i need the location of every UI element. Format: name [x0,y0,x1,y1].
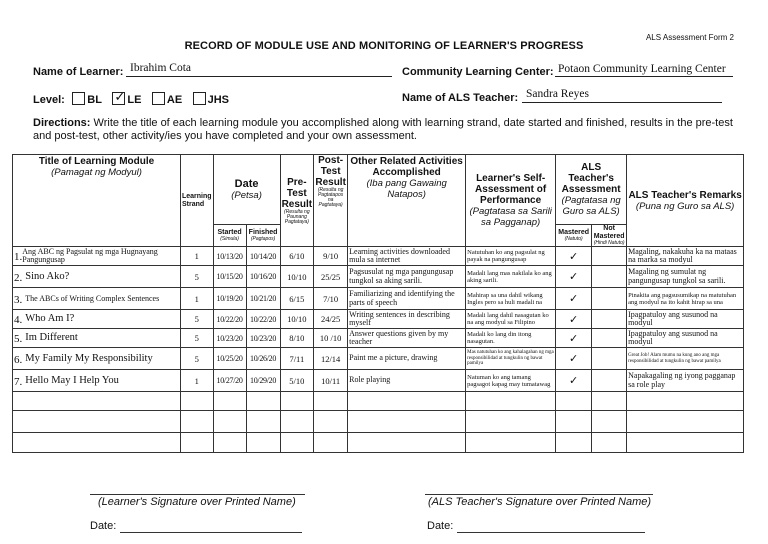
learner-date-label: Date: [90,520,117,532]
cell-strand[interactable] [181,392,214,411]
cell-title[interactable] [13,348,181,370]
level-option-le: LE [127,94,142,106]
module-progress-table [12,154,744,453]
score-value: 5 [194,271,199,282]
cell-remarks[interactable] [627,433,744,453]
cell-other[interactable] [348,266,466,288]
table-row [13,310,744,329]
header-started [213,225,246,247]
cell-other[interactable] [348,310,466,329]
header-other-label: Other Related Activities Accomplished [350,156,463,178]
checkbox-bl[interactable] [72,92,85,105]
cell-title[interactable] [13,411,181,433]
learner-signature-label: (Learner's Signature over Printed Name) [98,496,296,508]
activity-text: Pagsusulat ng mga pangungusap tungkol sa aking sarili. [349,267,454,285]
cell-pre[interactable] [280,247,314,266]
score-value: 10/10 [287,271,307,282]
cell-post[interactable] [314,348,348,370]
header-self-sub: (Pagtatasa sa Sarili sa Pagganap) [469,206,552,228]
cell-strand[interactable] [181,247,214,266]
teacher-signature-line[interactable] [425,494,653,495]
cell-mastered[interactable] [556,310,592,329]
cell-title[interactable] [13,310,181,329]
row-number: 4. [14,314,23,326]
teacher-signature-label: (ALS Teacher's Signature over Printed Name) [428,496,652,508]
score-value: 7/11 [289,353,305,364]
remarks-text: Magaling ng sumulat ng pangungusap tungkol sa sarili. [628,267,726,285]
cell-other[interactable] [348,433,466,453]
date-value: 10/22/20 [250,314,277,324]
cell-self[interactable] [466,370,556,392]
header-pre-sub: (Resulta ng Paunang Pagtataya) [284,208,310,225]
clc-value: Potaon Community Learning Center [558,63,726,75]
score-value: 5 [194,353,199,364]
date-value: 10/21/20 [250,294,277,303]
cell-mastered[interactable] [556,266,592,288]
date-value: 10/14/20 [250,251,277,261]
cell-self[interactable] [466,348,556,370]
cell-mastered[interactable] [556,247,592,266]
header-date [213,155,280,225]
cell-not-mastered[interactable] [592,433,627,453]
cell-post[interactable] [314,392,348,411]
header-not-mastered-sub: (Hindi Natuto) [593,240,625,246]
level-option-jhs: JHS [207,94,230,106]
table-row [13,392,744,411]
header-self [466,155,556,247]
cell-self[interactable] [466,329,556,348]
cell-finished[interactable] [246,348,280,370]
cell-other[interactable] [348,348,466,370]
cell-self[interactable] [466,310,556,329]
directions-label: Directions: [33,117,91,129]
teacher-date-field[interactable] [457,532,645,533]
header-title [13,155,181,247]
cell-post[interactable] [314,310,348,329]
date-value: 10/15/20 [216,272,243,281]
header-started-sub: (Simula) [220,236,239,242]
checkbox-jhs[interactable] [193,92,206,105]
cell-finished[interactable] [246,329,280,348]
score-value: 12/14 [320,353,341,364]
teacher-label: Name of ALS Teacher: [402,92,519,104]
module-title: Im Different [25,332,78,344]
date-value: 10/27/20 [216,376,243,385]
cell-not-mastered[interactable] [592,329,627,348]
score-value: 1 [194,375,199,386]
score-value: 5 [194,333,199,343]
cell-started[interactable] [213,392,246,411]
cell-title[interactable] [13,247,181,266]
cell-other[interactable] [348,288,466,310]
cell-self[interactable] [466,411,556,433]
cell-other[interactable] [348,247,466,266]
cell-title[interactable] [13,266,181,288]
module-title: My Family My Responsibility [25,352,153,364]
check-icon: ✓ [569,375,579,387]
cell-self[interactable] [466,433,556,453]
activity-text: Learning activities downloaded mula sa internet [349,246,450,264]
header-date-label: Date [234,178,259,190]
check-icon: ✓ [569,293,579,305]
cell-mastered[interactable] [556,288,592,310]
remarks-text: Ipagpatuloy ang susunod na modyul [628,309,718,327]
cell-mastered[interactable] [556,392,592,411]
row-number: 2. [14,271,23,284]
activity-text: Writing sentences in describing myself [349,309,450,327]
cell-finished[interactable] [246,310,280,329]
date-value: 10/29/20 [250,376,277,385]
cell-remarks[interactable] [627,288,744,310]
cell-not-mastered[interactable] [592,310,627,329]
teacher-name-field[interactable] [522,88,722,103]
cell-remarks[interactable] [627,411,744,433]
cell-finished[interactable] [246,433,280,453]
table-row [13,266,744,288]
cell-post[interactable] [314,433,348,453]
header-other-sub: (Iba pang Gawaing Natapos) [366,178,447,200]
cell-started[interactable] [213,247,246,266]
self-assessment-text: Madali ko lang din itong nasagutan. [467,331,532,345]
level-row [33,90,232,108]
header-als [556,155,627,225]
cell-remarks[interactable] [627,247,744,266]
header-title-label: Title of Learning Module [38,156,155,167]
cell-started[interactable] [213,329,246,348]
cell-pre[interactable] [280,329,314,348]
cell-not-mastered[interactable] [592,288,627,310]
date-value: 10/23/20 [216,333,243,343]
cell-strand[interactable] [181,329,214,348]
cell-strand[interactable] [181,433,214,453]
cell-strand[interactable] [181,411,214,433]
table-row [13,329,744,348]
header-finished-sub: (Pagtapos) [250,236,276,242]
cell-pre[interactable] [280,370,314,392]
cell-strand[interactable] [181,310,214,329]
module-title: The ABCs of Writing Complex Sentences [25,293,160,303]
self-assessment-text: Mahirap sa una dahil wikang Ingles pero sa huli madali na [467,291,543,306]
cell-not-mastered[interactable] [592,411,627,433]
score-value: 6/15 [289,293,305,304]
header-remarks-sub: (Puna ng Guro sa ALS) [635,200,735,212]
cell-strand[interactable] [181,266,214,288]
cell-mastered[interactable] [556,411,592,433]
score-value: 24/25 [320,314,341,324]
cell-title[interactable] [13,433,181,453]
cell-finished[interactable] [246,247,280,266]
header-self-label: Learner's Self-Assessment of Performance [475,173,547,206]
cell-pre[interactable] [280,288,314,310]
clc-field[interactable] [555,62,733,77]
cell-title[interactable] [13,288,181,310]
score-value: 6/10 [289,251,305,261]
header-mastered-label: Mastered [558,229,589,236]
cell-mastered[interactable] [556,370,592,392]
cell-pre[interactable] [280,348,314,370]
cell-not-mastered[interactable] [592,348,627,370]
directions [33,117,745,143]
header-als-label: ALS Teacher's Assessment [561,162,621,195]
cell-pre[interactable] [280,411,314,433]
check-icon: ✓ [569,353,579,365]
header-strand: Learning Strand [181,155,214,247]
row-number: 3. [14,293,23,306]
row-number: 1. [14,251,23,263]
directions-text: Write the title of each learning module you accomplished along with learning strand, date started and finished, results in the pre-test and post-test, other activity/ies you have completed and your own assessment. [33,117,733,142]
remarks-text: Ipagpatuloy ang susunod na modyul [628,328,718,346]
cell-finished[interactable] [246,266,280,288]
self-assessment-text: Natutuhan ko ang pagsulat ng payak na pangungusap [467,249,545,263]
module-title: Hello May I Help You [25,374,119,386]
cell-not-mastered[interactable] [592,266,627,288]
score-value: 10/10 [287,314,307,324]
learner-name-field[interactable] [126,62,392,77]
module-title: Sino Ako? [25,270,70,282]
learner-date-field[interactable] [120,532,302,533]
row-number: 7. [14,375,23,388]
cell-remarks[interactable] [627,392,744,411]
cell-pre[interactable] [280,392,314,411]
header-pre-label: Pre-Test Result [281,176,313,210]
score-value: 25/25 [320,271,341,282]
header-remarks-label: ALS Teacher's Remarks [628,189,742,201]
module-title: Who Am I? [25,313,75,325]
cell-started[interactable] [213,348,246,370]
table-row [13,288,744,310]
table-row [13,433,744,453]
date-value: 10/25/20 [216,354,243,363]
cell-title[interactable] [13,392,181,411]
header-date-sub: (Petsa) [231,190,262,201]
header-mastered-sub: (Natuto) [564,236,583,242]
table-row [13,247,744,266]
cell-not-mastered[interactable] [592,247,627,266]
header-post [314,155,348,247]
cell-strand[interactable] [181,348,214,370]
cell-self[interactable] [466,266,556,288]
score-value: 9/10 [323,251,339,261]
cell-title[interactable] [13,370,181,392]
cell-strand[interactable] [181,288,214,310]
activity-text: Familiarizing and identifying the parts of speech [349,289,455,307]
checkbox-le[interactable] [112,89,126,105]
header-not-mastered-label: Not Mastered [593,225,625,240]
cell-started[interactable] [213,310,246,329]
cell-pre[interactable] [280,433,314,453]
check-icon: ✓ [569,332,579,345]
header-not-mastered [592,225,627,247]
level-option-ae: AE [166,94,183,106]
cell-pre[interactable] [280,310,314,329]
module-title: Ang ABC ng Pagsulat ng mga Hugnayang Pangungusap [22,247,158,264]
score-value: 8/10 [289,333,305,343]
score-value: 10/11 [321,375,341,386]
remarks-text: Great Job! Alam mumu na kung ano ang mga responsibilidad at tungkulin ng bawat pamilya [628,353,721,364]
table-row [13,411,744,433]
form-number: ALS Assessment Form 2 [645,33,734,42]
cell-remarks[interactable] [627,348,744,370]
header-pre [280,155,314,247]
teacher-name-value: Sandra Reyes [526,88,589,100]
cell-post[interactable] [314,370,348,392]
row-number: 5. [14,333,23,345]
check-icon: ✓ [569,271,579,283]
check-icon: ✓ [569,313,579,326]
cell-not-mastered[interactable] [592,370,627,392]
cell-mastered[interactable] [556,348,592,370]
teacher-date-label: Date: [427,520,454,532]
page-title: RECORD OF MODULE USE AND MONITORING OF LEARNER'S PROGRESS [184,40,584,52]
remarks-text: Magaling, nakakuha ka na mataas na marka sa modyul [628,246,737,264]
activity-text: Role playing [349,375,391,385]
checkbox-ae[interactable] [152,92,165,105]
cell-self[interactable] [466,392,556,411]
date-value: 10/19/20 [216,294,243,303]
clc-label: Community Learning Center: [402,66,554,78]
cell-mastered[interactable] [556,329,592,348]
cell-other[interactable] [348,411,466,433]
cell-started[interactable] [213,433,246,453]
activity-text: Answer questions given by my teacher [349,328,449,346]
score-value: 10 /10 [319,333,342,343]
header-title-sub: (Pamagat ng Modyul) [51,167,142,178]
header-als-sub: (Pagtatasa ng Guro sa ALS) [561,195,621,217]
cell-remarks[interactable] [627,310,744,329]
self-assessment-text: Madali lang dahil nasagutan ko na ang modyul sa Filipino [467,312,549,326]
date-value: 10/22/20 [216,314,243,324]
cell-post[interactable] [314,288,348,310]
cell-post[interactable] [314,329,348,348]
row-number: 6. [14,353,23,366]
date-value: 10/26/20 [250,354,277,363]
cell-finished[interactable] [246,288,280,310]
cell-post[interactable] [314,247,348,266]
cell-started[interactable] [213,288,246,310]
date-value: 10/16/20 [250,272,277,281]
header-post-sub: (Resulta ng Pagtatapos na Pagtataya) [317,187,344,208]
cell-other[interactable] [348,370,466,392]
self-assessment-text: Mas natutuhan ko ang kahalagahan ng mga responsibilidad at tungkulin ng bawat pamilya [467,350,554,367]
remarks-text: Pinakita ang pagsusumikap na matutuhan ang modyul na ito kahit hirap sa una [628,291,737,306]
cell-other[interactable] [348,392,466,411]
cell-self[interactable] [466,288,556,310]
cell-post[interactable] [314,411,348,433]
cell-pre[interactable] [280,266,314,288]
cell-self[interactable] [466,247,556,266]
self-assessment-text: Natuman ko ang tamang pagsagot kapag may tumatawag [467,373,551,388]
cell-finished[interactable] [246,411,280,433]
check-icon: ✓ [114,89,126,104]
cell-started[interactable] [213,411,246,433]
date-value: 10/23/20 [250,333,277,343]
learner-name-value: Ibrahim Cota [130,62,191,74]
header-finished [246,225,280,247]
cell-strand[interactable] [181,370,214,392]
score-value: 5 [194,314,199,324]
header-post-label: Post-Test Result [315,155,346,188]
table-row [13,348,744,370]
level-label: Level: [33,94,65,106]
self-assessment-text: Madali lang mas nakilala ko ang aking sarili. [467,269,552,284]
header-finished-label: Finished [248,229,278,236]
score-value: 7/10 [323,293,339,304]
cell-started[interactable] [213,370,246,392]
learner-signature-line[interactable] [90,494,305,495]
level-option-bl: BL [87,94,102,106]
cell-post[interactable] [314,266,348,288]
cell-remarks[interactable] [627,266,744,288]
header-other [348,155,466,247]
cell-mastered[interactable] [556,433,592,453]
activity-text: Paint me a picture, drawing [349,353,438,363]
check-icon: ✓ [569,250,579,263]
header-remarks [627,155,744,247]
cell-finished[interactable] [246,392,280,411]
table-row [13,370,744,392]
cell-finished[interactable] [246,370,280,392]
learner-label: Name of Learner: [33,66,124,78]
header-started-label: Started [217,229,242,236]
date-value: 10/13/20 [216,251,243,261]
cell-not-mastered[interactable] [592,392,627,411]
cell-started[interactable] [213,266,246,288]
score-value: 1 [194,293,199,304]
cell-remarks[interactable] [627,370,744,392]
cell-other[interactable] [348,329,466,348]
cell-title[interactable] [13,329,181,348]
score-value: 1 [194,251,199,261]
score-value: 5/10 [289,375,305,386]
cell-remarks[interactable] [627,329,744,348]
header-mastered [556,225,592,247]
remarks-text: Napakagaling ng iyong pagganap sa role play [628,371,736,389]
